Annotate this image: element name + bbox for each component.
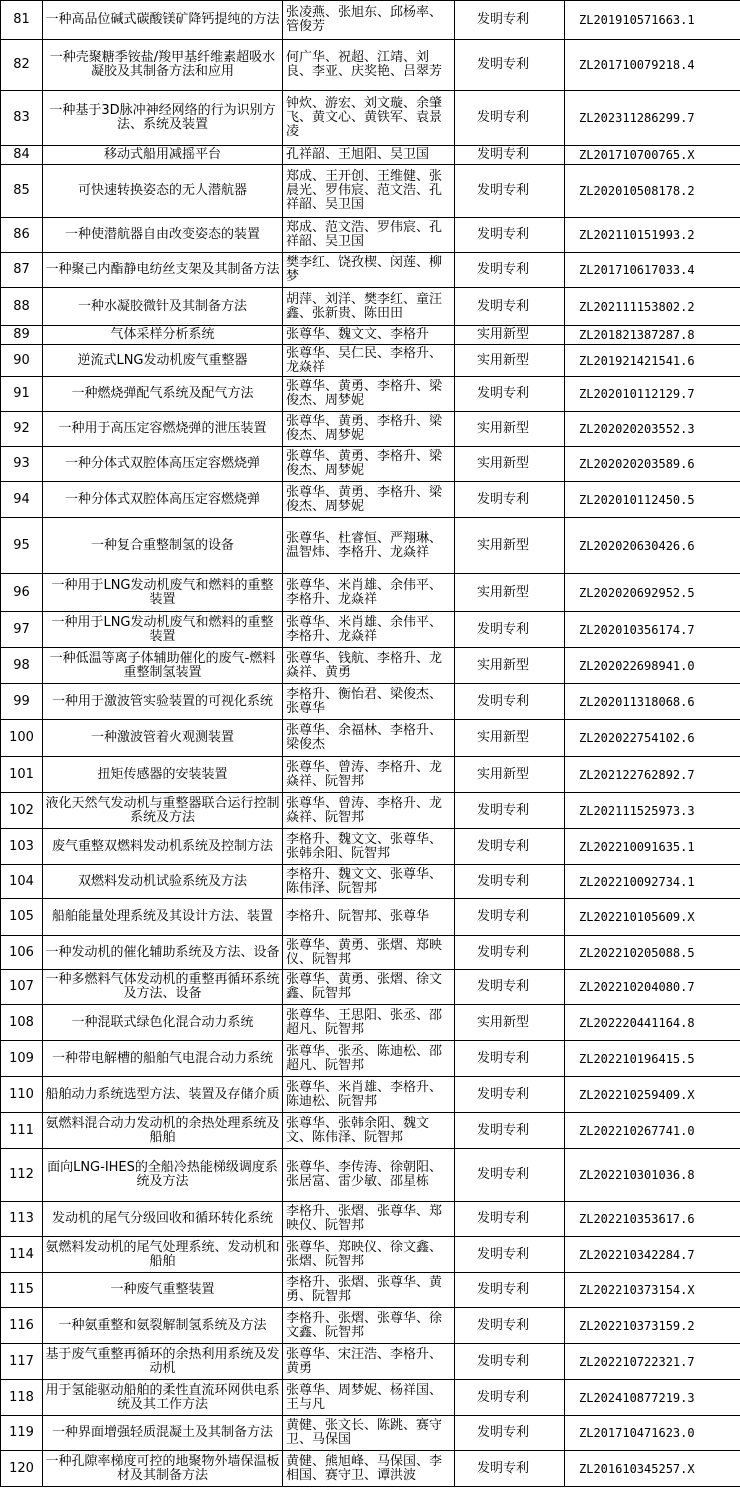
- patent-number: ZL202210259409.X: [565, 1077, 740, 1113]
- patent-type: 发明专利: [455, 1416, 565, 1451]
- patent-name: 一种分体式双腔体高压定容燃烧弹: [43, 482, 283, 518]
- patent-name: 移动式船用减摇平台: [43, 146, 283, 165]
- patent-number: ZL201710700765.X: [565, 146, 740, 165]
- patent-number: ZL202010112450.5: [565, 482, 740, 518]
- patent-type: 实用新型: [455, 757, 565, 793]
- patent-name: 逆流式LNG发动机废气重整器: [43, 345, 283, 377]
- table-row: [1, 1041, 740, 1077]
- patent-inventors: 张尊华、黄勇、李格升、梁俊杰、周梦妮: [283, 377, 455, 412]
- patent-type: 实用新型: [455, 648, 565, 684]
- patent-type: 发明专利: [455, 1, 565, 40]
- patent-inventors: 张尊华、黄勇、李格升、梁俊杰、周梦妮: [283, 482, 455, 518]
- patent-number: ZL202311286299.7: [565, 91, 740, 146]
- patent-name: 双燃料发动机试验系统及方法: [43, 865, 283, 899]
- patent-type: 发明专利: [455, 1041, 565, 1077]
- patent-index: 109: [1, 1041, 43, 1077]
- patent-index: 101: [1, 757, 43, 793]
- patent-name: 一种用于LNG发动机废气和燃料的重整装置: [43, 574, 283, 612]
- table-row: [1, 1, 740, 40]
- table-row: [1, 612, 740, 648]
- patent-inventors: 郑成、王开创、王维健、张晨光、罗伟宸、范文浩、孔祥韶、吴卫国: [283, 165, 455, 218]
- patent-name: 一种发动机的催化辅助系统及方法、设备: [43, 936, 283, 970]
- patent-index: 113: [1, 1202, 43, 1237]
- patent-index: 91: [1, 377, 43, 412]
- patent-inventors: 张尊华、李传涛、徐朝阳、张居富、雷少敏、邵星栋: [283, 1149, 455, 1202]
- table-row: [1, 829, 740, 865]
- patent-inventors: 张尊华、杜睿恒、严翔琳、温智炜、李格升、龙焱祥: [283, 518, 455, 574]
- patent-type: 实用新型: [455, 447, 565, 482]
- patent-inventors: 张尊华、黄勇、李格升、梁俊杰、周梦妮: [283, 447, 455, 482]
- patent-name: 一种用于LNG发动机废气和燃料的重整装置: [43, 612, 283, 648]
- patent-number: ZL202220441164.8: [565, 1005, 740, 1041]
- patent-number: ZL202210301036.8: [565, 1149, 740, 1202]
- patent-name: 液化天然气发动机与重整器联合运行控制系统及方法: [43, 793, 283, 829]
- patent-type: 发明专利: [455, 1077, 565, 1113]
- table-row: [1, 574, 740, 612]
- patent-index: 95: [1, 518, 43, 574]
- patent-name: 一种燃烧弹配气系统及配气方法: [43, 377, 283, 412]
- patent-type: 发明专利: [455, 612, 565, 648]
- patent-name: 一种聚己内酯静电纺丝支架及其制备方法: [43, 253, 283, 288]
- patent-number: ZL202210091635.1: [565, 829, 740, 865]
- patent-name: 一种多燃料气体发动机的重整再循环系统及方法、设备: [43, 970, 283, 1005]
- patent-inventors: 何广华、祝超、江靖、刘良、李亚、庆奖艳、吕翠芳: [283, 40, 455, 91]
- patent-name: 船舶能量处理系统及其设计方法、装置: [43, 899, 283, 936]
- patent-number: ZL202022754102.6: [565, 720, 740, 757]
- patent-inventors: 胡萍、刘洋、樊李红、童汪鑫、张新贵、陈田田: [283, 288, 455, 326]
- table-row: [1, 1237, 740, 1273]
- table-row: [1, 1149, 740, 1202]
- patent-type: 发明专利: [455, 146, 565, 165]
- table-row: [1, 482, 740, 518]
- patent-inventors: 张尊华、米肖雄、余伟平、李格升、龙焱祥: [283, 612, 455, 648]
- patent-number: ZL202210373159.2: [565, 1308, 740, 1344]
- patent-type: 发明专利: [455, 829, 565, 865]
- patent-index: 106: [1, 936, 43, 970]
- patent-number: ZL201921421541.6: [565, 345, 740, 377]
- patent-type: 发明专利: [455, 482, 565, 518]
- patent-name: 一种水凝胶微针及其制备方法: [43, 288, 283, 326]
- patent-name: 一种壳聚糖季铵盐/羧甲基纤维素超吸水凝胶及其制备方法和应用: [43, 40, 283, 91]
- patent-index: 111: [1, 1113, 43, 1149]
- patent-name: 一种分体式双腔体高压定容燃烧弹: [43, 447, 283, 482]
- patent-type: 发明专利: [455, 793, 565, 829]
- patent-index: 82: [1, 40, 43, 91]
- table-row: [1, 165, 740, 218]
- patent-index: 120: [1, 1451, 43, 1487]
- patent-type: 发明专利: [455, 1149, 565, 1202]
- patent-type: 发明专利: [455, 377, 565, 412]
- patent-index: 108: [1, 1005, 43, 1041]
- patent-index: 93: [1, 447, 43, 482]
- table-row: [1, 377, 740, 412]
- patent-type: 实用新型: [455, 412, 565, 447]
- patent-number: ZL201910571663.1: [565, 1, 740, 40]
- patent-type: 实用新型: [455, 518, 565, 574]
- patent-name: 可快速转换姿态的无人潜航器: [43, 165, 283, 218]
- patent-inventors: 钟炊、游宏、刘文璇、余肇飞、黄文心、黄铁军、袁景凌: [283, 91, 455, 146]
- patent-type: 发明专利: [455, 865, 565, 899]
- table-row: [1, 720, 740, 757]
- patent-type: 发明专利: [455, 936, 565, 970]
- table-row: [1, 253, 740, 288]
- patent-index: 119: [1, 1416, 43, 1451]
- patent-inventors: 张尊华、黄勇、李格升、梁俊杰、周梦妮: [283, 412, 455, 447]
- table-row: [1, 1380, 740, 1416]
- patent-index: 116: [1, 1308, 43, 1344]
- table-row: [1, 345, 740, 377]
- patent-name: 气体采样分析系统: [43, 326, 283, 345]
- patent-inventors: 张尊华、米肖雄、李格升、陈迪松、阮智邦: [283, 1077, 455, 1113]
- patent-index: 105: [1, 899, 43, 936]
- patent-index: 107: [1, 970, 43, 1005]
- table-row: [1, 1005, 740, 1041]
- patent-type: 发明专利: [455, 1273, 565, 1308]
- patent-index: 85: [1, 165, 43, 218]
- patent-index: 86: [1, 218, 43, 253]
- patent-type: 实用新型: [455, 1005, 565, 1041]
- patent-name: 一种用于高压定容燃烧弹的泄压装置: [43, 412, 283, 447]
- patent-inventors: 李格升、魏文文、张尊华、张韩余阳、阮智邦: [283, 829, 455, 865]
- patent-index: 90: [1, 345, 43, 377]
- patent-inventors: 张尊华、曾涛、李格升、龙焱祥、阮智邦: [283, 793, 455, 829]
- patent-index: 92: [1, 412, 43, 447]
- table-row: [1, 899, 740, 936]
- patent-index: 87: [1, 253, 43, 288]
- patent-number: ZL202011318068.6: [565, 684, 740, 720]
- patent-inventors: 张尊华、曾涛、李格升、龙焱祥、阮智邦: [283, 757, 455, 793]
- patent-number: ZL202020203552.3: [565, 412, 740, 447]
- patent-inventors: 郑成、范文浩、罗伟宸、孔祥韶、吴卫国: [283, 218, 455, 253]
- patent-name: 一种使潜航器自由改变姿态的装置: [43, 218, 283, 253]
- patent-inventors: 黄健、熊旭峰、马保国、李相国、赛守卫、谭洪波: [283, 1451, 455, 1487]
- table-row: [1, 1451, 740, 1487]
- table-row: [1, 146, 740, 165]
- patent-index: 103: [1, 829, 43, 865]
- patent-inventors: 孔祥韶、王旭阳、吴卫国: [283, 146, 455, 165]
- table-row: [1, 970, 740, 1005]
- patent-name: 一种氨重整和氨裂解制氢系统及方法: [43, 1308, 283, 1344]
- patent-type: 发明专利: [455, 288, 565, 326]
- patent-number: ZL201710079218.4: [565, 40, 740, 91]
- patent-type: 实用新型: [455, 326, 565, 345]
- table-row: [1, 1308, 740, 1344]
- patent-name: 一种激波管着火观测装置: [43, 720, 283, 757]
- patent-index: 114: [1, 1237, 43, 1273]
- patent-name: 一种用于激波管实验装置的可视化系统: [43, 684, 283, 720]
- patent-inventors: 张凌燕、张旭东、邱杨率、管俊芳: [283, 1, 455, 40]
- patent-index: 84: [1, 146, 43, 165]
- patent-number: ZL202122762892.7: [565, 757, 740, 793]
- patent-type: 发明专利: [455, 91, 565, 146]
- table-row: [1, 1273, 740, 1308]
- patent-name: 一种基于3D脉冲神经网络的行为识别方法、系统及装置: [43, 91, 283, 146]
- patent-inventors: 张尊华、郑映仪、徐文鑫、张熠、阮智邦: [283, 1237, 455, 1273]
- patent-inventors: 张尊华、张韩余阳、魏文文、陈伟泽、阮智邦: [283, 1113, 455, 1149]
- patent-type: 发明专利: [455, 1451, 565, 1487]
- patent-index: 97: [1, 612, 43, 648]
- patent-number: ZL202210373154.X: [565, 1273, 740, 1308]
- table-row: [1, 1344, 740, 1380]
- patent-number: ZL202210204080.7: [565, 970, 740, 1005]
- patent-number: ZL202010112129.7: [565, 377, 740, 412]
- patent-index: 118: [1, 1380, 43, 1416]
- patent-number: ZL202210196415.5: [565, 1041, 740, 1077]
- patent-name: 一种带电解槽的船舶气电混合动力系统: [43, 1041, 283, 1077]
- patent-index: 83: [1, 91, 43, 146]
- patent-name: 一种低温等离子体辅助催化的废气-燃料重整制氢装置: [43, 648, 283, 684]
- patent-number: ZL202210722321.7: [565, 1344, 740, 1380]
- patent-number: ZL201710471623.0: [565, 1416, 740, 1451]
- patent-index: 81: [1, 1, 43, 40]
- table-row: [1, 936, 740, 970]
- patent-number: ZL202410877219.3: [565, 1380, 740, 1416]
- patent-number: ZL202010508178.2: [565, 165, 740, 218]
- patent-type: 发明专利: [455, 1344, 565, 1380]
- patent-inventors: 李格升、阮智邦、张尊华: [283, 899, 455, 936]
- patent-inventors: 张尊华、米肖雄、余伟平、李格升、龙焱祥: [283, 574, 455, 612]
- patent-inventors: 黄健、张文长、陈跳、赛守卫、马保国: [283, 1416, 455, 1451]
- patent-index: 88: [1, 288, 43, 326]
- table-row: [1, 447, 740, 482]
- patent-number: ZL202210105609.X: [565, 899, 740, 936]
- patent-number: ZL202110151993.2: [565, 218, 740, 253]
- patent-inventors: 张尊华、吴仁民、李格升、龙焱祥: [283, 345, 455, 377]
- patent-inventors: 樊李红、饶孜楔、闵莲、柳梦: [283, 253, 455, 288]
- patent-type: 发明专利: [455, 684, 565, 720]
- table-row: [1, 648, 740, 684]
- patent-table-body: [1, 1, 740, 1487]
- patent-name: 船舶动力系统选型方法、装置及存储介质: [43, 1077, 283, 1113]
- patent-inventors: 李格升、魏文文、张尊华、陈伟泽、阮智邦: [283, 865, 455, 899]
- patent-number: ZL202020692952.5: [565, 574, 740, 612]
- patent-type: 发明专利: [455, 1308, 565, 1344]
- table-row: [1, 1416, 740, 1451]
- patent-index: 100: [1, 720, 43, 757]
- patent-inventors: 张尊华、魏文文、李格升: [283, 326, 455, 345]
- patent-number: ZL202210205088.5: [565, 936, 740, 970]
- patent-number: ZL202010356174.7: [565, 612, 740, 648]
- patent-index: 110: [1, 1077, 43, 1113]
- patent-number: ZL202210342284.7: [565, 1237, 740, 1273]
- patent-type: 发明专利: [455, 253, 565, 288]
- patent-type: 发明专利: [455, 165, 565, 218]
- patent-index: 112: [1, 1149, 43, 1202]
- patent-inventors: 李格升、衡怡君、梁俊杰、张尊华: [283, 684, 455, 720]
- patent-name: 一种界面增强轻质混凝土及其制备方法: [43, 1416, 283, 1451]
- patent-inventors: 李格升、张熠、张尊华、郑映仪、阮智邦: [283, 1202, 455, 1237]
- patent-index: 102: [1, 793, 43, 829]
- patent-inventors: 张尊华、钱航、李格升、龙焱祥、黄勇: [283, 648, 455, 684]
- table-row: [1, 1202, 740, 1237]
- patent-number: ZL202210092734.1: [565, 865, 740, 899]
- patent-inventors: 李格升、张熠、张尊华、徐文鑫、阮智邦: [283, 1308, 455, 1344]
- table-row: [1, 40, 740, 91]
- patent-type: 实用新型: [455, 574, 565, 612]
- patent-inventors: 李格升、张熠、张尊华、黄勇、阮智邦: [283, 1273, 455, 1308]
- patent-type: 发明专利: [455, 1113, 565, 1149]
- patent-name: 扭矩传感器的安装装置: [43, 757, 283, 793]
- patent-type: 发明专利: [455, 970, 565, 1005]
- patent-inventors: 张尊华、黄勇、张熠、郑映仪、阮智邦: [283, 936, 455, 970]
- patent-inventors: 张尊华、张丞、陈迪松、邵超凡、阮智邦: [283, 1041, 455, 1077]
- patent-inventors: 张尊华、周梦妮、杨祥国、王与凡: [283, 1380, 455, 1416]
- table-row: [1, 757, 740, 793]
- patent-type: 实用新型: [455, 720, 565, 757]
- patent-name: 氨燃料发动机的尾气处理系统、发动机和船舶: [43, 1237, 283, 1273]
- patent-number: ZL202111525973.3: [565, 793, 740, 829]
- patent-name: 基于废气重整再循环的余热利用系统及发动机: [43, 1344, 283, 1380]
- table-row: [1, 288, 740, 326]
- patent-type: 发明专利: [455, 1202, 565, 1237]
- patent-number: ZL201821387287.8: [565, 326, 740, 345]
- patent-type: 发明专利: [455, 1237, 565, 1273]
- patent-type: 发明专利: [455, 40, 565, 91]
- patent-number: ZL202210267741.0: [565, 1113, 740, 1149]
- patent-type: 发明专利: [455, 1380, 565, 1416]
- table-row: [1, 218, 740, 253]
- table-row: [1, 684, 740, 720]
- patent-index: 89: [1, 326, 43, 345]
- patent-type: 实用新型: [455, 345, 565, 377]
- patent-index: 115: [1, 1273, 43, 1308]
- patent-number: ZL202020630426.6: [565, 518, 740, 574]
- patent-inventors: 张尊华、黄勇、张熠、徐文鑫、阮智邦: [283, 970, 455, 1005]
- patent-name: 发动机的尾气分级回收和循环转化系统: [43, 1202, 283, 1237]
- patent-name: 一种废气重整装置: [43, 1273, 283, 1308]
- table-row: [1, 793, 740, 829]
- patent-type: 发明专利: [455, 218, 565, 253]
- table-row: [1, 412, 740, 447]
- patent-name: 一种混联式绿色化混合动力系统: [43, 1005, 283, 1041]
- patent-inventors: 张尊华、宋汪浩、李格升、黄勇: [283, 1344, 455, 1380]
- patent-inventors: 张尊华、余福林、李格升、梁俊杰: [283, 720, 455, 757]
- table-row: [1, 865, 740, 899]
- patent-index: 98: [1, 648, 43, 684]
- patent-number: ZL202022698941.0: [565, 648, 740, 684]
- patent-name: 面向LNG-IHES的全船冷热能梯级调度系统及方法: [43, 1149, 283, 1202]
- patent-name: 一种高品位碱式碳酸镁矿降钙提纯的方法: [43, 1, 283, 40]
- patent-name: 氨燃料混合动力发动机的余热处理系统及船舶: [43, 1113, 283, 1149]
- patent-type: 发明专利: [455, 899, 565, 936]
- patent-name: 一种复合重整制氢的设备: [43, 518, 283, 574]
- table-row: [1, 326, 740, 345]
- table-row: [1, 91, 740, 146]
- patent-number: ZL201710617033.4: [565, 253, 740, 288]
- patent-number: ZL201610345257.X: [565, 1451, 740, 1487]
- patent-name: 用于氢能驱动船舶的柔性直流环网供电系统及其工作方法: [43, 1380, 283, 1416]
- table-row: [1, 1113, 740, 1149]
- patent-name: 废气重整双燃料发动机系统及控制方法: [43, 829, 283, 865]
- table-row: [1, 518, 740, 574]
- patent-index: 94: [1, 482, 43, 518]
- patent-inventors: 张尊华、王思阳、张丞、邵超凡、阮智邦: [283, 1005, 455, 1041]
- table-row: [1, 1077, 740, 1113]
- patent-index: 99: [1, 684, 43, 720]
- patent-name: 一种孔隙率梯度可控的地聚物外墙保温板材及其制备方法: [43, 1451, 283, 1487]
- patent-number: ZL202111153802.2: [565, 288, 740, 326]
- patent-number: ZL202210353617.6: [565, 1202, 740, 1237]
- patent-index: 96: [1, 574, 43, 612]
- patent-number: ZL202020203589.6: [565, 447, 740, 482]
- patent-index: 117: [1, 1344, 43, 1380]
- patent-index: 104: [1, 865, 43, 899]
